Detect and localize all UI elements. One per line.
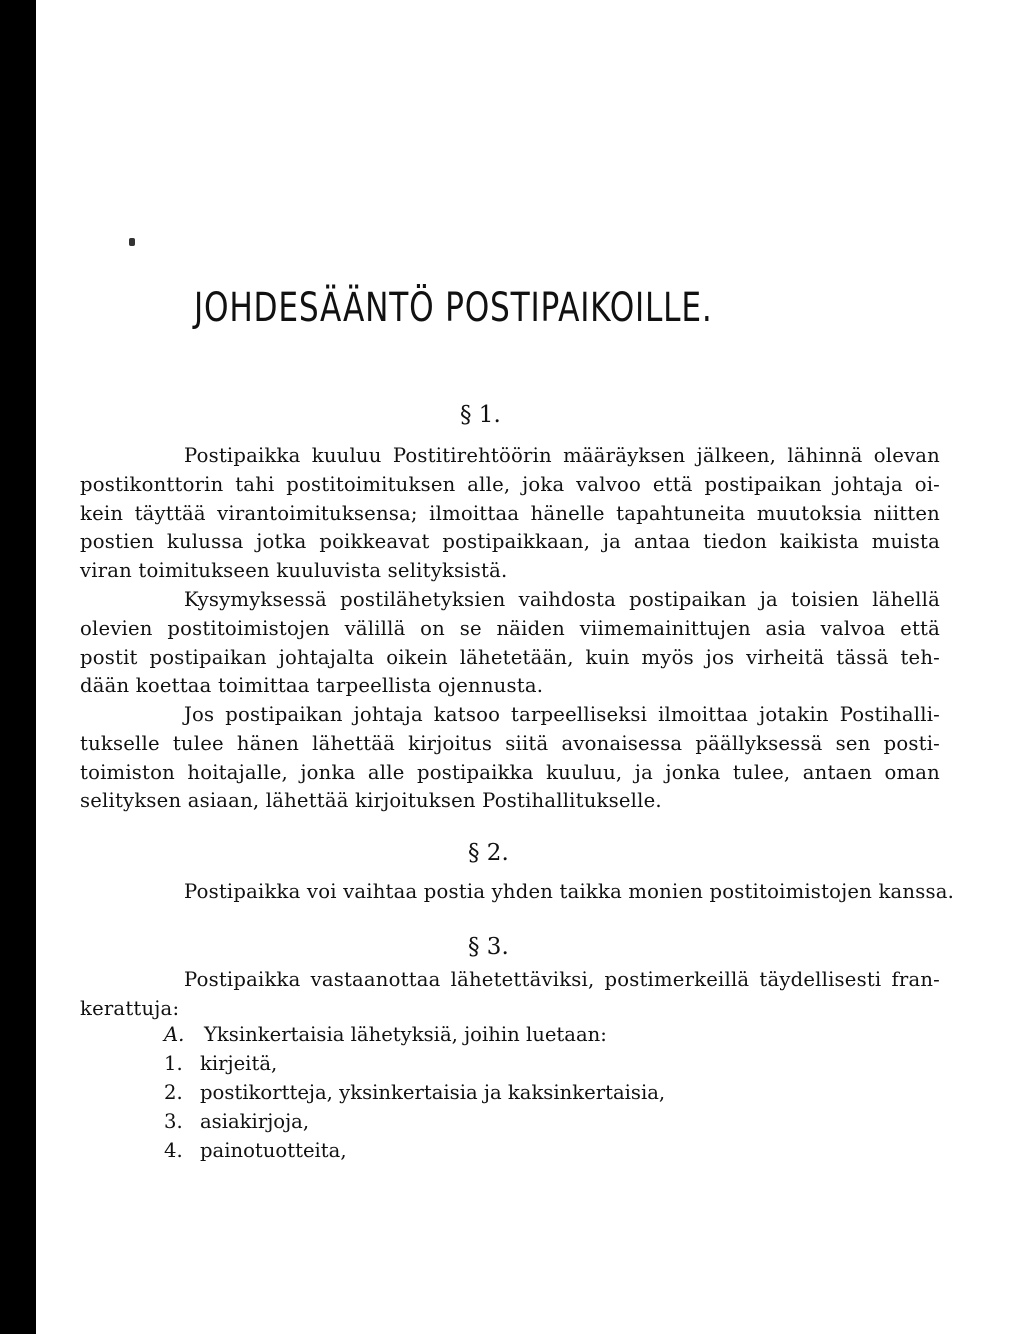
list-item-number: 1.: [164, 1052, 183, 1075]
list-item: [164, 1081, 665, 1104]
scan-edge: [56, 30, 59, 1290]
text-line: postien kulussa jotka poikkeavat postipaikkaan, ja antaa tiedon kaikista muista: [80, 530, 940, 554]
paragraph-1-3: [80, 701, 940, 816]
text-line: Postipaikka voi vaihtaa postia yhden taikka monien postitoimistojen kanssa.: [184, 880, 955, 903]
text-line: kerattuja:: [80, 996, 180, 1020]
scan-speck: [129, 238, 135, 246]
document-title: JOHDESÄÄNTÖ POSTIPAIKOILLE.: [194, 285, 713, 331]
text-line: dään koettaa toimittaa tarpeellista ojennusta.: [80, 674, 544, 698]
subheading-text: Yksinkertaisia lähetyksiä, joihin luetaan:: [204, 1023, 607, 1046]
text-line: olevien postitoimistojen välillä on se näiden viimemainittujen asia valvoa että: [80, 616, 940, 640]
text-line: tukselle tulee hänen lähettää kirjoitus siitä avonaisessa päällyksessä sen posti-: [80, 731, 940, 755]
section-mark-2: § 2.: [468, 840, 509, 866]
list-item-text: kirjeitä,: [200, 1052, 278, 1075]
text-line: Postipaikka kuuluu Postitirehtöörin määräyksen jälkeen, lähinnä olevan: [184, 444, 940, 467]
text-line: selityksen asiaan, lähettää kirjoituksen Postihallitukselle.: [80, 789, 662, 813]
subheading-a: [164, 1023, 607, 1046]
text-line: postikonttorin tahi postitoimituksen alle, joka valvoo että postipaikan johtaja oi-: [80, 472, 940, 496]
list-item-text: asiakirjoja,: [200, 1110, 310, 1133]
text-line: Kysymyksessä postilähetyksien vaihdosta postipaikan ja toisien lähellä: [184, 588, 940, 611]
list-item-number: 3.: [164, 1110, 183, 1133]
scan-edge: [63, 150, 66, 1250]
paragraph-3-1: [80, 966, 940, 1024]
text-line: kein täyttää virantoimituksensa; ilmoittaa hänelle tapahtuneita muutoksia niitten: [80, 501, 940, 525]
paragraph-1-2: [80, 586, 940, 701]
scanned-page: [36, 0, 1024, 1334]
text-line: viran toimitukseen kuuluvista selityksistä.: [80, 559, 508, 583]
list-item: [164, 1139, 347, 1162]
text-line: Postipaikka vastaanottaa lähetettäviksi, postimerkeillä täydellisesti fran-: [184, 968, 940, 991]
list-item-text: postikortteja, yksinkertaisia ja kaksinkertaisia,: [200, 1081, 666, 1104]
text-line: toimiston hoitajalle, jonka alle postipaikka kuuluu, ja jonka tulee, antaen oman: [80, 760, 940, 784]
text-line: Jos postipaikan johtaja katsoo tarpeelliseksi ilmoittaa jotakin Postihalli-: [184, 703, 940, 726]
list-item-number: 4.: [164, 1139, 183, 1162]
section-mark-3: § 3.: [468, 934, 509, 960]
subheading-letter: A.: [164, 1023, 185, 1046]
text-line: postit postipaikan johtajalta oikein lähetetään, kuin myös jos virheitä tässä teh-: [80, 645, 940, 669]
paragraph-1-1: [80, 442, 940, 586]
section-mark-1: § 1.: [460, 402, 501, 428]
list-item: [164, 1052, 277, 1075]
list-item-number: 2.: [164, 1081, 183, 1104]
list-item-text: painotuotteita,: [200, 1139, 347, 1162]
paragraph-2-1: [80, 878, 955, 907]
list-item: [164, 1110, 309, 1133]
